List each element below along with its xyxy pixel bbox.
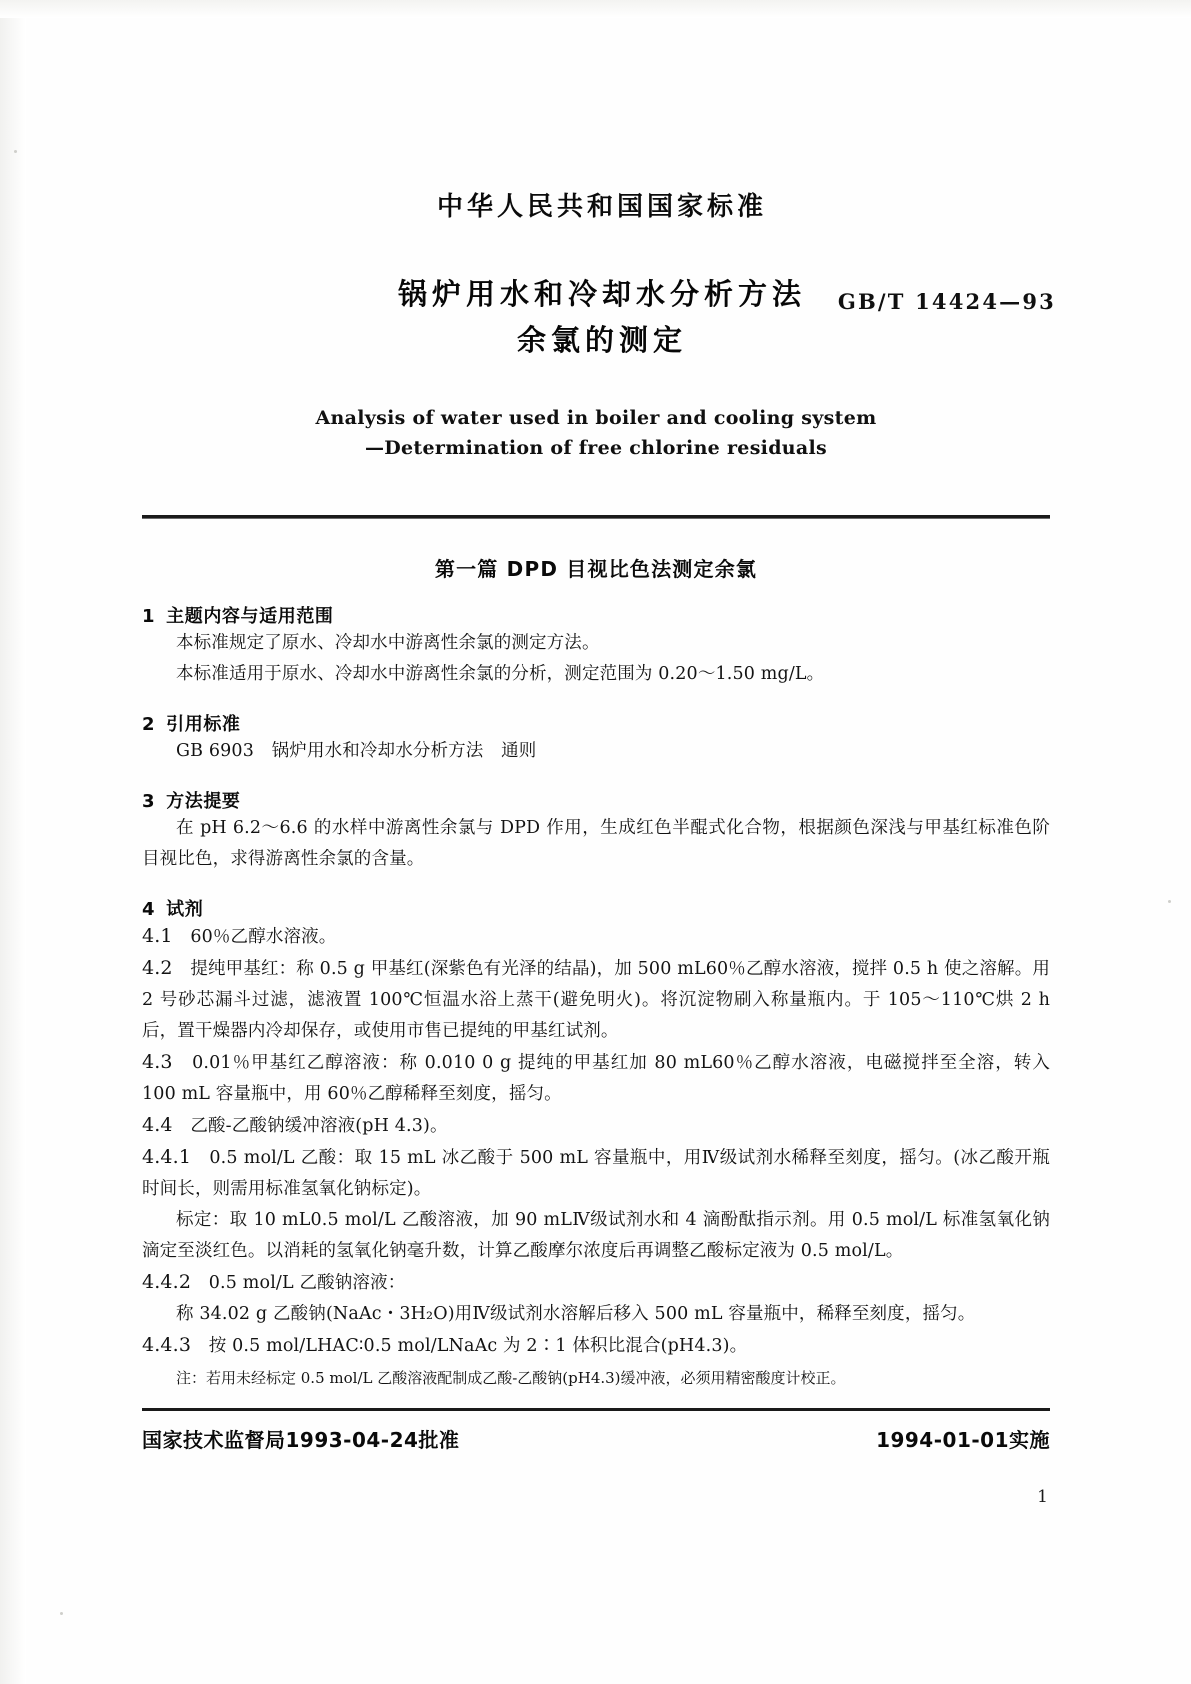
english-title-line-2: —Determination of free chlorine residuals	[364, 437, 828, 459]
clause-4-4-3	[142, 1330, 1050, 1362]
section-title-3: 方法提要	[166, 791, 241, 812]
clause-4-4-1-standardization: 标定：取 10 mL0.5 mol/L 乙酸溶液，加 90 mLⅣ级试剂水和 4 滴酚酞指示剂。用 0.5 mol/L 标准氢氧化钠滴定至淡红色。以消耗的氢氧化钠毫升数，计算乙酸摩尔浓度后再调整乙酸标定液为 0.5 mol/L。	[142, 1210, 1050, 1261]
title-block	[142, 271, 1056, 363]
document-title-line-1: 锅炉用水和冷却水分析方法	[397, 277, 806, 311]
clause-label-4-4: 4.4	[142, 1114, 173, 1136]
clause-label-4-2: 4.2	[142, 957, 173, 979]
part-heading: 第一篇 DPD 目视比色法测定余氯	[434, 557, 758, 581]
page-content	[142, 0, 1056, 1507]
section-title-1: 主题内容与适用范围	[166, 606, 334, 627]
section-number-2: 2	[142, 714, 156, 735]
clause-text-4-2: 提纯甲基红：称 0.5 g 甲基红(深紫色有光泽的结晶)，加 500 mL60％乙醇水溶液，搅拌 0.5 h 使之溶解。用 2 号砂芯漏斗过滤，滤液置 100℃恒温水浴上蒸干(避免明火)。将沉淀物刷入称量瓶内。于 105～110℃烘 2 h 后，置干燥器内冷却保存，或使用市售已提纯的甲基红试剂。	[142, 959, 1050, 1041]
section-title-2: 引用标准	[166, 714, 241, 735]
clause-text-4-4-2: 0.5 mol/L 乙酸钠溶液：	[208, 1273, 406, 1293]
clause-text-4-4-3: 按 0.5 mol/LHAC∶0.5 mol/LNaAc 为 2∶1 体积比混合(pH4.3)。	[208, 1336, 748, 1356]
scan-speck	[1168, 900, 1171, 903]
clause-text-4-1: 60％乙醇水溶液。	[190, 927, 337, 947]
clause-text-4-4: 乙酸-乙酸钠缓冲溶液(pH 4.3)。	[190, 1116, 448, 1136]
clause-label-4-4-3: 4.4.3	[142, 1334, 192, 1356]
clause-label-4-1: 4.1	[142, 925, 173, 947]
paragraph-1-1: 本标准规定了原水、冷却水中游离性余氯的测定方法。	[176, 633, 600, 653]
section-number-3: 3	[142, 791, 156, 812]
clause-4-4-2-procedure: 称 34.02 g 乙酸钠(NaAc・3H₂O)用Ⅳ级试剂水溶解后移入 500 mL 容量瓶中，稀释至刻度，摇匀。	[176, 1304, 976, 1324]
clause-4-4-1	[142, 1142, 1050, 1205]
clause-4-4-2	[142, 1267, 1050, 1299]
header-divider-rule	[142, 515, 1050, 519]
page-number: 1	[1037, 1487, 1048, 1507]
clause-4-1	[142, 921, 1050, 953]
paragraph-3-1: 在 pH 6.2～6.6 的水样中游离性余氯与 DPD 作用，生成红色半醌式化合物，根据颜色深浅与甲基红标准色阶目视比色，求得游离性余氯的含量。	[142, 818, 1050, 869]
paragraph-1-2: 本标准适用于原水、冷却水中游离性余氯的分析，测定范围为 0.20～1.50 mg/L。	[176, 664, 825, 684]
footer-divider-rule	[142, 1408, 1050, 1411]
footer-implementation: 1994-01-01实施	[876, 1428, 1050, 1452]
section-4-note: 注：若用未经标定 0.5 mol/L 乙酸溶液配制成乙酸-乙酸钠(pH4.3)缓冲液，必须用精密酸度计校正。	[176, 1369, 846, 1387]
footer-approval: 国家技术监督局1993-04-24批准	[142, 1428, 460, 1452]
scan-speck	[60, 1612, 63, 1615]
section-heading-3	[142, 787, 1050, 813]
section-title-4: 试剂	[166, 899, 204, 920]
national-standard-banner: 中华人民共和国国家标准	[436, 192, 767, 222]
english-title-line-1: Analysis of water used in boiler and cooling system	[315, 407, 877, 429]
clause-text-4-3: 0.01％甲基红乙醇溶液：称 0.010 0 g 提纯的甲基红加 80 mL60％乙醇水溶液，电磁搅拌至全溶，转入 100 mL 容量瓶中，用 60％乙醇稀释至刻度，摇匀。	[142, 1053, 1050, 1104]
clause-text-4-4-1: 0.5 mol/L 乙酸：取 15 mL 冰乙酸于 500 mL 容量瓶中，用Ⅳ级试剂水稀释至刻度，摇匀。(冰乙酸开瓶时间长，则需用标准氢氧化钠标定)。	[142, 1148, 1050, 1199]
clause-4-4	[142, 1110, 1050, 1142]
masthead	[142, 186, 1056, 463]
scan-speck	[14, 150, 17, 153]
section-heading-4	[142, 895, 1050, 921]
section-heading-2	[142, 710, 1050, 736]
clause-4-3	[142, 1047, 1050, 1110]
clause-label-4-4-1: 4.4.1	[142, 1146, 192, 1168]
scan-edge-left	[0, 0, 26, 1684]
document-title-line-2: 余氯的测定	[516, 323, 687, 357]
footer	[142, 1424, 1050, 1453]
paragraph-2-1: GB 6903 锅炉用水和冷却水分析方法 通则	[176, 741, 537, 761]
clause-label-4-3: 4.3	[142, 1051, 173, 1073]
english-title	[142, 403, 1050, 463]
section-number-1: 1	[142, 606, 156, 627]
clause-label-4-4-2: 4.4.2	[142, 1271, 192, 1293]
section-number-4: 4	[142, 899, 156, 920]
standard-number: GB/T 14424—93	[837, 289, 1056, 314]
section-heading-1	[142, 602, 1050, 628]
clause-4-2	[142, 953, 1050, 1047]
